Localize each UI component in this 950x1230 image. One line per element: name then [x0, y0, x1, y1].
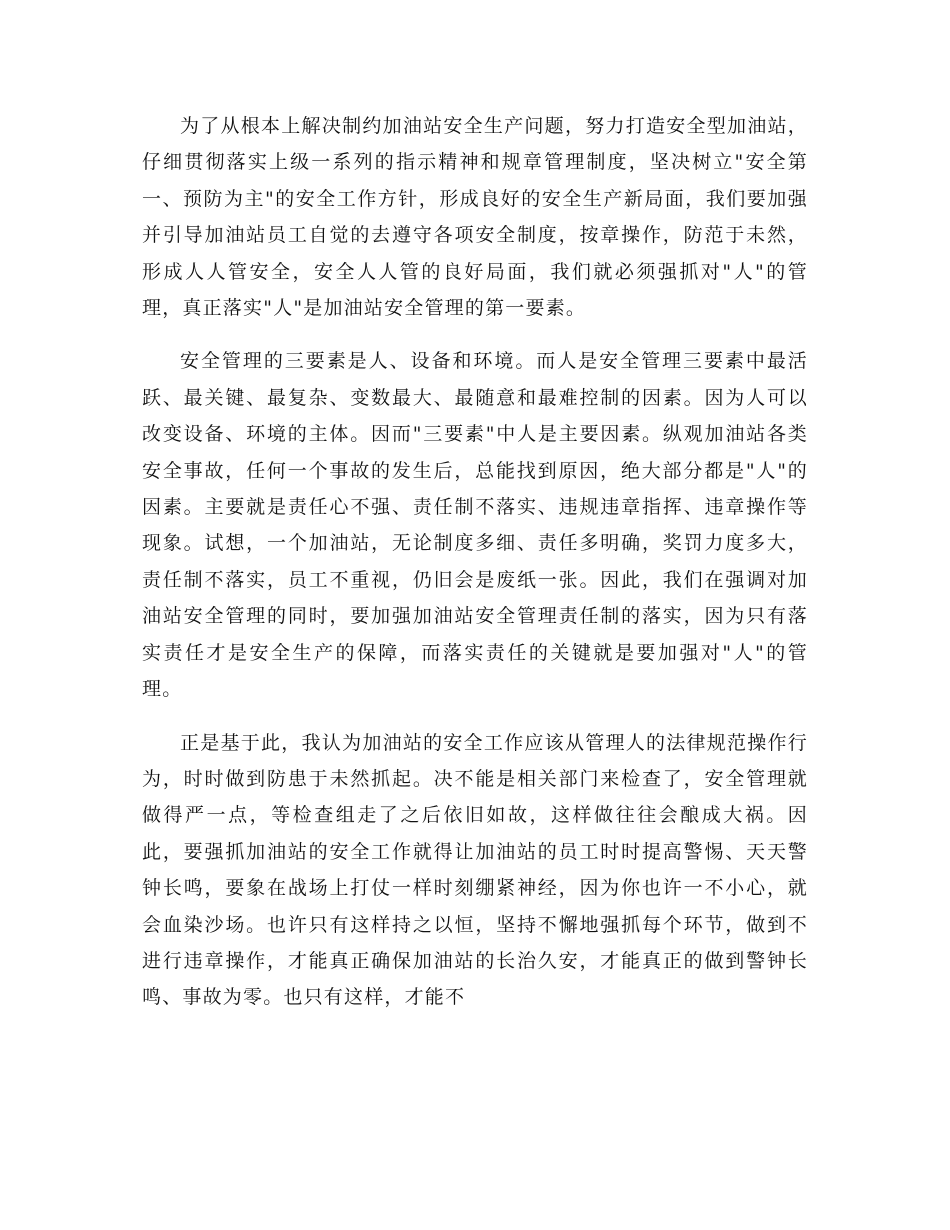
paragraph-2: 安全管理的三要素是人、设备和环境。而人是安全管理三要素中最活跃、最关键、最复杂、变数最大、最随意和最难控制的因素。因为人可以改变设备、环境的主体。因而"三要素"中人是主要因素。纵观加油站各类安全事故，任何一个事故的发生后，总能找到原因，绝大部分都是"人"的因素。主要就是责任心不强、责任制不落实、违规违章指挥、违章操作等现象。试想，一个加油站，无论制度多细、责任多明确，奖罚力度多大，责任制不落实，员工不重视，仍旧会是废纸一张。因此，我们在强调对加油站安全管理的同时，要加强加油站安全管理责任制的落实，因为只有落实责任才是安全生产的保障，而落实责任的关键就是要加强对"人"的管理。 — [142, 350, 808, 701]
document-body — [142, 108, 808, 1033]
paragraph-1: 为了从根本上解决制约加油站安全生产问题，努力打造安全型加油站，仔细贯彻落实上级一系列的指示精神和规章管理制度，坚决树立"安全第一、预防为主"的安全工作方针，形成良好的安全生产新局面，我们要加强并引导加油站员工自觉的去遵守各项安全制度，按章操作，防范于未然，形成人人管安全，安全人人管的良好局面，我们就必须强抓对"人"的管理，真正落实"人"是加油站安全管理的第一要素。 — [142, 115, 808, 320]
paragraph-3: 正是基于此，我认为加油站的安全工作应该从管理人的法律规范操作行为，时时做到防患于未然抓起。决不能是相关部门来检查了，安全管理就做得严一点，等检查组走了之后依旧如故，这样做往往会酿成大祸。因此，要强抓加油站的安全工作就得让加油站的员工时时提高警惕、天天警钟长鸣，要象在战场上打仗一样时刻绷紧神经，因为你也许一不小心，就会血染沙场。也许只有这样持之以恒，坚持不懈地强抓每个环节，做到不进行违章操作，才能真正确保加油站的长治久安，才能真正的做到警钟长鸣、事故为零。也只有这样，才能不 — [142, 731, 808, 1009]
